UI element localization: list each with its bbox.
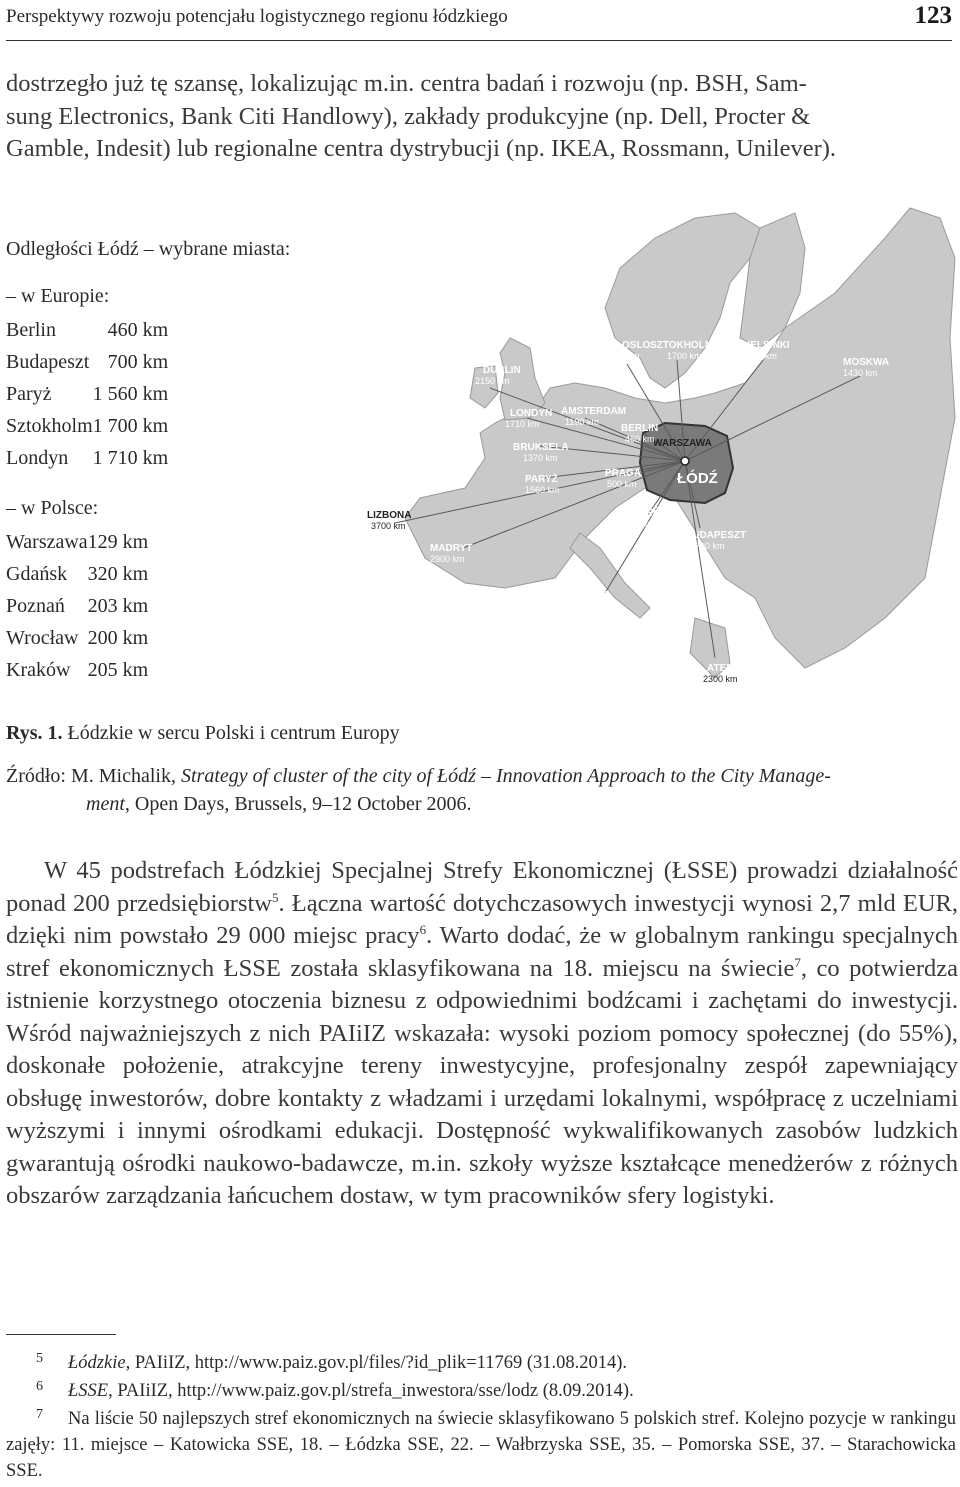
city-name: Paryż bbox=[6, 382, 52, 405]
map-label: BUDAPESZT bbox=[685, 530, 747, 541]
europe-heading: – w Europie: bbox=[6, 285, 110, 307]
city-name: Wrocław bbox=[6, 627, 79, 650]
footnote bbox=[6, 1378, 956, 1404]
city-name: Kraków bbox=[6, 659, 71, 682]
table-row bbox=[6, 526, 148, 558]
map-label: OSLO bbox=[622, 340, 651, 351]
poland-heading: – w Polsce: bbox=[6, 497, 99, 519]
footnote-ref[interactable]: 6 bbox=[419, 921, 427, 937]
map-distance: 1740 km bbox=[575, 601, 610, 611]
europe-table bbox=[6, 314, 168, 475]
map-label: MADRYT bbox=[430, 543, 473, 554]
map-label: DUBLIN bbox=[483, 365, 521, 376]
city-name: Poznań bbox=[6, 594, 65, 617]
city-distance: 460 km bbox=[107, 318, 169, 341]
footnote-em: Łódzkie bbox=[68, 1353, 126, 1373]
source-rest: , Open Days, Brussels, 9–12 October 2006. bbox=[124, 793, 472, 815]
source-prefix: Źródło: M. Michalik, bbox=[6, 765, 181, 787]
footnote-text: Na liście 50 najlepszych stref ekonomicznych na świecie sklasyfikowano 5 polskich stref. Kolejno pozycje w rankingu zajęły: 11. miejsce – Katowicka SSE, 18. – Łódzka SSE, 22. – Wałbrzyska SSE, 35. – Pomorska SSE, 37. – Starachowicka SSE. bbox=[6, 1409, 956, 1481]
map-distance: 610 km bbox=[623, 519, 653, 529]
map-distance: 1710 km bbox=[505, 419, 540, 429]
map-label-warszawa: WARSZAWA bbox=[653, 438, 712, 449]
map-distance: 3700 km bbox=[371, 521, 406, 531]
footnote-body: , PAIiIZ, http://www.paiz.gov.pl/files/?id_plik=11769 (31.08.2014). bbox=[125, 1353, 628, 1373]
table-row bbox=[6, 346, 168, 378]
text-run: . Warto dodać, że w globalnym rankingu specjalnych stref ekonomicznych ŁSSE została sklasyfikowana na 18. miejscu na świecie bbox=[6, 922, 959, 982]
source-line-2 bbox=[6, 790, 956, 818]
source-title-end: ment bbox=[86, 793, 125, 815]
caption-label: Rys. 1. bbox=[6, 722, 63, 744]
footnote-rule bbox=[6, 1334, 116, 1335]
map-distance: 1370 km bbox=[523, 453, 558, 463]
map-label: RZYM bbox=[580, 590, 609, 601]
map-distance: 1150 km bbox=[743, 351, 777, 361]
map-label: BERLIN bbox=[621, 423, 659, 434]
map-label: PARYŻ bbox=[525, 474, 558, 485]
map-label: LIZBONA bbox=[367, 510, 412, 521]
map-distance: 500 km bbox=[607, 479, 637, 489]
footnote bbox=[6, 1350, 956, 1376]
map-distance: 1430 km bbox=[843, 368, 878, 378]
city-distance: 203 km bbox=[87, 594, 149, 617]
city-distance: 200 km bbox=[87, 627, 149, 650]
map-label: HELSINKI bbox=[743, 340, 790, 351]
city-distance: 1 700 km bbox=[92, 415, 169, 438]
text-run: W 45 podstrefach Łódzkiej Specjalnej Strefy Ekonomicznej (ŁSSE) prowadzi działalność ponad 200 przedsiębiorstw bbox=[6, 857, 958, 917]
text-run: . Łączna wartość dotychczasowych inwestycji wynosi 2,7 mld EUR, dzięki nim powstało 29 000 miejsc pracy bbox=[6, 889, 958, 949]
map-distance: 2300 km bbox=[703, 674, 738, 684]
city-distance: 129 km bbox=[87, 530, 149, 553]
map-distance: 1700 km bbox=[667, 351, 702, 361]
table-row bbox=[6, 623, 148, 655]
paragraph-text bbox=[6, 855, 958, 1213]
distance-title: Odległości Łódź – wybrane miasta: bbox=[6, 238, 291, 260]
header-rule bbox=[6, 40, 952, 41]
footnote-body: , PAIiIZ, http://www.paiz.gov.pl/strefa_inwestora/sse/lodz (8.09.2014). bbox=[108, 1381, 634, 1401]
paragraph-line: sung Electronics, Bank Citi Handlowy), zakłady produkcyjne (np. Dell, Procter & bbox=[6, 102, 811, 130]
lodz-marker bbox=[681, 457, 689, 465]
footnote-number: 5 bbox=[36, 1351, 43, 1366]
table-row bbox=[6, 378, 168, 410]
paragraph-line: Gamble, Indesit) lub regionalne centra dystrybucji (np. IKEA, Rossmann, Unilever). bbox=[6, 135, 837, 162]
poland-table bbox=[6, 526, 148, 687]
table-row bbox=[6, 558, 148, 590]
table-row bbox=[6, 590, 148, 622]
figure-source bbox=[6, 762, 956, 818]
footnote-number: 6 bbox=[36, 1379, 43, 1394]
map-distance: 1690 km bbox=[605, 351, 640, 361]
map-label-lodz: ŁÓDŹ bbox=[677, 470, 718, 487]
city-distance: 320 km bbox=[87, 562, 149, 585]
map-distance: 460 km bbox=[625, 434, 655, 444]
map-label: SZTOKHOLM bbox=[650, 340, 714, 351]
city-name: Gdańsk bbox=[6, 562, 68, 585]
scandinavia-shape bbox=[605, 213, 760, 388]
map-label: WIEDEŃ bbox=[620, 508, 660, 519]
footnote-text bbox=[6, 1378, 956, 1404]
page-header bbox=[6, 4, 952, 28]
footnote-ref[interactable]: 7 bbox=[794, 954, 801, 970]
table-row bbox=[6, 443, 168, 475]
paragraph-1 bbox=[6, 68, 958, 166]
footnote bbox=[6, 1406, 956, 1484]
running-title: Perspektywy rozwoju potencjału logistycznego regionu łódzkiego bbox=[6, 6, 508, 27]
footnote-text bbox=[6, 1350, 956, 1376]
city-distance: 205 km bbox=[87, 659, 149, 682]
city-name: Sztokholm bbox=[6, 415, 93, 438]
table-row bbox=[6, 411, 168, 443]
table-row bbox=[6, 655, 148, 687]
caption-text: Łódzkie w sercu Polski i centrum Europy bbox=[67, 722, 400, 744]
paragraph-line: dostrzegło już tę szansę, lokalizując m.in. centra badań i rozwoju (np. BSH, Sam- bbox=[6, 70, 807, 97]
map-distance: 700 km bbox=[695, 541, 725, 551]
map-label: BRUKSELA bbox=[513, 442, 569, 453]
source-title: Strategy of cluster of the city of Łódź – Innovation Approach to the City Manage- bbox=[180, 765, 831, 787]
europe-map bbox=[365, 198, 960, 688]
city-distance: 700 km bbox=[107, 350, 169, 373]
map-distance: 2150 km bbox=[475, 376, 510, 386]
map-label: AMSTERDAM bbox=[561, 406, 626, 417]
page-number: 123 bbox=[914, 2, 952, 29]
footnote-number: 7 bbox=[36, 1407, 43, 1422]
table-row bbox=[6, 314, 168, 346]
map-distance: 1560 km bbox=[525, 485, 560, 495]
city-distance: 1 710 km bbox=[92, 447, 169, 470]
map-distance: 2900 km bbox=[430, 554, 465, 564]
city-name: Warszawa bbox=[6, 530, 88, 553]
city-name: Londyn bbox=[6, 447, 69, 470]
city-name: Budapeszt bbox=[6, 350, 90, 373]
city-name: Berlin bbox=[6, 318, 56, 341]
footnote-ref[interactable]: 5 bbox=[272, 889, 279, 905]
map-label: MOSKWA bbox=[843, 357, 890, 368]
map-label: LONDYN bbox=[510, 408, 553, 419]
footnote-em: ŁSSE bbox=[68, 1381, 109, 1401]
paragraph-2 bbox=[6, 855, 958, 1213]
text-run: , co potwierdza istnienie korzystnego otoczenia biznesu z odpowiednimi bodźcami i zachętami do inwestycji. Wśród najważniejszych z nich PAIiIZ wskazała: wysoki poziom pomocy społecznej (do 55%), doskonałe położenie, atrakcyjne tereny inwestycyjne, profesjonalny zespół zapewniający obsługę inwestorów, dobre kontakty z władzami i urzędami lokalnymi, współpracę z uczelniami wyższymi i innymi ośrodkami edukacji. Dostępność wykwalifikowanych zasobów ludzkich gwarantują ośrodki naukowo-badawcze, m.in. szkoły wyższe kształcące menedżerów z różnych obszarów zarządzania łańcuchem dostaw, w tym pracowników sfery logistyki. bbox=[6, 954, 958, 1209]
figure-caption bbox=[6, 722, 400, 745]
map-label: PRAGA bbox=[605, 468, 642, 479]
map-label: ATENY bbox=[707, 663, 741, 674]
city-distance: 1 560 km bbox=[92, 382, 169, 405]
map-distance: 1190 km bbox=[565, 417, 599, 427]
